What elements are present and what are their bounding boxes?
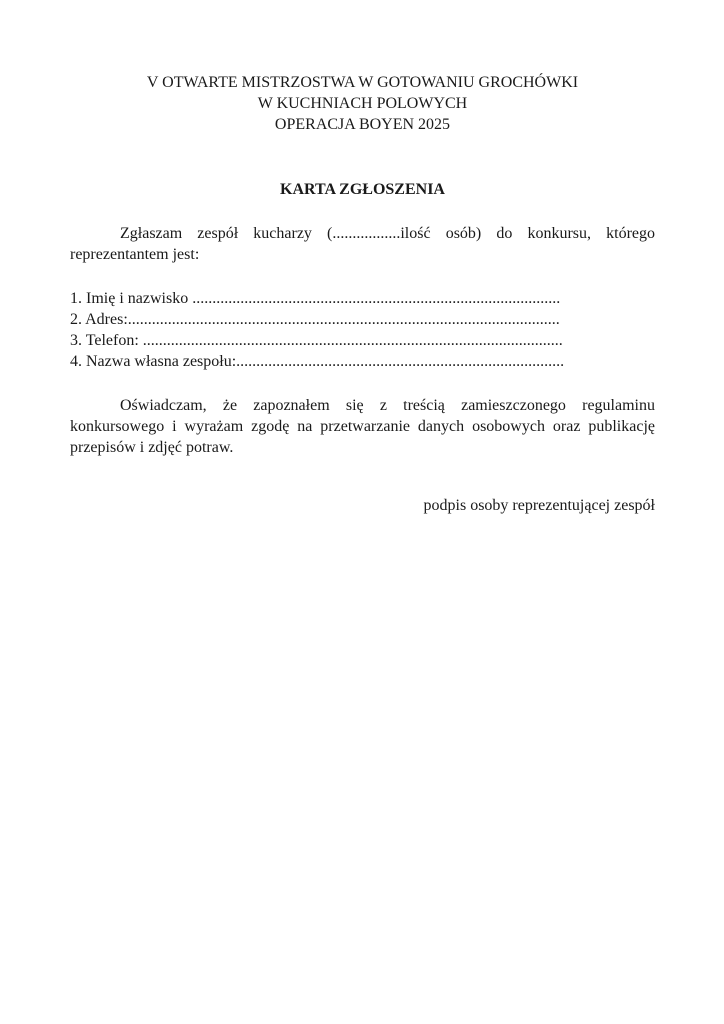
- heading-line-1: V OTWARTE MISTRZOSTWA W GOTOWANIU GROCHÓWKI: [146, 74, 579, 91]
- intro-paragraph: Zgłaszam zespół kucharzy (.................ilość osób) do konkursu, którego reprezentantem jest:: [70, 225, 655, 263]
- field-team-name: 4. Nazwa własna zespołu:..................................................................................: [70, 353, 565, 370]
- field-address: 2. Adres:............................................................................................................: [70, 311, 560, 328]
- field-name: 1. Imię i nazwisko ............................................................................................: [70, 290, 561, 307]
- document-page: [70, 72, 655, 514]
- document-heading: [70, 72, 655, 135]
- form-fields: [70, 288, 655, 372]
- declaration-paragraph: Oświadczam, że zapoznałem się z treścią zamieszczonego regulaminu konkursowego i wyrażam zgodę na przetwarzanie danych osobowych oraz publikację przepisów i zdjęć potraw.: [70, 397, 655, 456]
- field-phone: 3. Telefon: .........................................................................................................: [70, 332, 563, 349]
- heading-line-3: OPERACJA BOYEN 2025: [274, 116, 451, 133]
- signature-label: podpis osoby reprezentującej zespół: [423, 497, 655, 514]
- form-title: KARTA ZGŁOSZENIA: [280, 181, 445, 198]
- heading-line-2: W KUCHNIACH POLOWYCH: [257, 95, 468, 112]
